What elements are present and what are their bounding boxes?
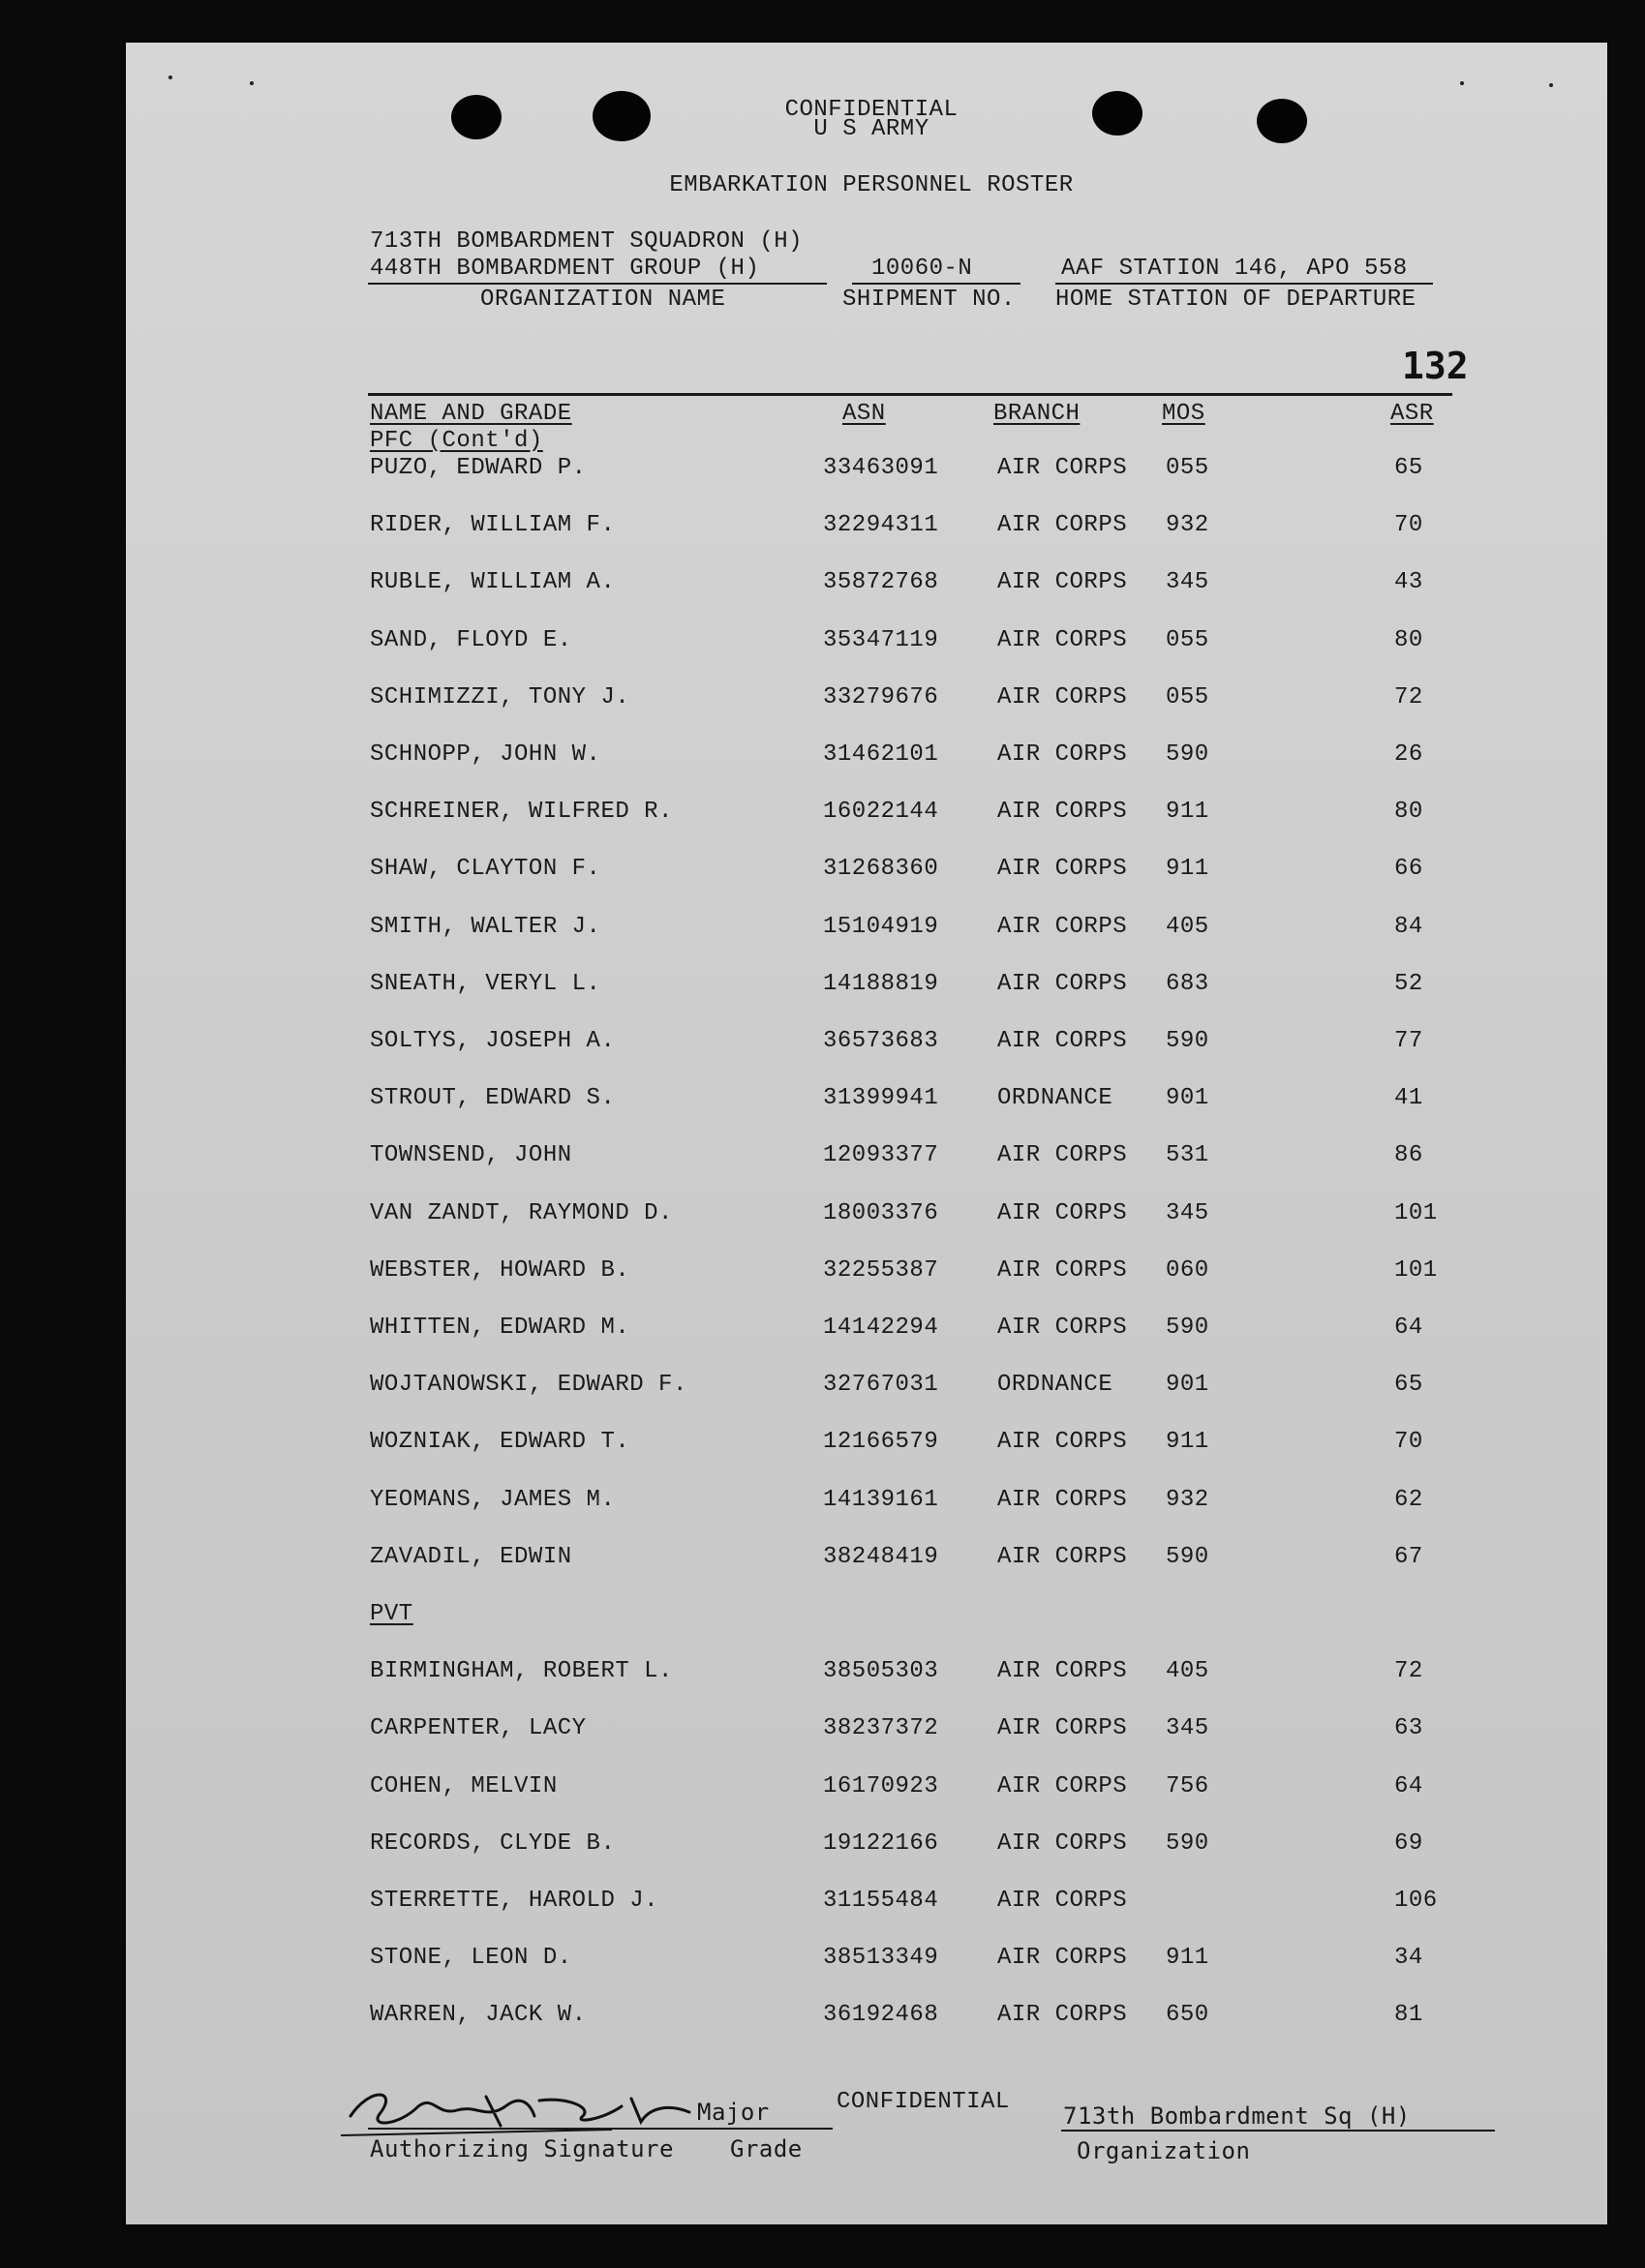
row-asr: 64 bbox=[1394, 1315, 1423, 1341]
speck bbox=[250, 81, 254, 85]
row-asn: 12093377 bbox=[823, 1142, 939, 1169]
row-mos: 055 bbox=[1166, 455, 1209, 481]
col-header-branch: BRANCH bbox=[993, 401, 1081, 427]
row-asn: 31268360 bbox=[823, 856, 939, 883]
row-name: RECORDS, CLYDE B. bbox=[370, 1830, 616, 1857]
home-station: AAF STATION 146, APO 558 bbox=[1061, 256, 1408, 282]
row-asn: 16022144 bbox=[823, 799, 939, 826]
row-name: SNEATH, VERYL L. bbox=[370, 970, 601, 997]
row-name: WHITTEN, EDWARD M. bbox=[370, 1315, 630, 1341]
row-mos: 932 bbox=[1166, 512, 1209, 539]
label-shipment-no: SHIPMENT NO. bbox=[842, 287, 1016, 313]
punch-hole bbox=[1257, 99, 1307, 143]
row-name: RUBLE, WILLIAM A. bbox=[370, 569, 616, 596]
row-asn: 32767031 bbox=[823, 1372, 939, 1399]
row-asn: 33279676 bbox=[823, 683, 939, 711]
row-name: STONE, LEON D. bbox=[370, 1945, 572, 1972]
col-header-name: NAME AND GRADE bbox=[370, 401, 572, 427]
row-asr: 43 bbox=[1394, 569, 1423, 596]
row-asr: 41 bbox=[1394, 1085, 1423, 1112]
row-asr: 26 bbox=[1394, 741, 1423, 768]
row-name: BIRMINGHAM, ROBERT L. bbox=[370, 1658, 673, 1685]
row-branch: AIR CORPS bbox=[997, 626, 1128, 653]
col-header-asn: ASN bbox=[842, 401, 886, 427]
row-name: YEOMANS, JAMES M. bbox=[370, 1486, 616, 1513]
row-name: COHEN, MELVIN bbox=[370, 1772, 558, 1799]
row-name: TOWNSEND, JOHN bbox=[370, 1142, 572, 1169]
row-name: RIDER, WILLIAM F. bbox=[370, 512, 616, 539]
row-mos: 911 bbox=[1166, 799, 1209, 826]
row-asn: 14142294 bbox=[823, 1315, 939, 1341]
row-branch: AIR CORPS bbox=[997, 1658, 1128, 1685]
row-branch: AIR CORPS bbox=[997, 856, 1128, 883]
row-mos: 060 bbox=[1166, 1256, 1209, 1284]
shipment-underline bbox=[852, 283, 1021, 285]
row-mos: 345 bbox=[1166, 569, 1209, 596]
row-mos: 405 bbox=[1166, 1658, 1209, 1685]
row-asr: 72 bbox=[1394, 683, 1423, 711]
row-name: STERRETTE, HAROLD J. bbox=[370, 1888, 659, 1914]
row-mos: 911 bbox=[1166, 1429, 1209, 1456]
row-branch: AIR CORPS bbox=[997, 970, 1128, 997]
row-branch: AIR CORPS bbox=[997, 569, 1128, 596]
row-name: SHAW, CLAYTON F. bbox=[370, 856, 601, 883]
col-header-mos: MOS bbox=[1162, 401, 1205, 427]
row-name: SAND, FLOYD E. bbox=[370, 626, 572, 653]
speck bbox=[168, 76, 172, 79]
label-organization-name: ORGANIZATION NAME bbox=[480, 287, 726, 313]
row-asn: 38513349 bbox=[823, 1945, 939, 1972]
row-mos: 590 bbox=[1166, 741, 1209, 768]
row-mos: 405 bbox=[1166, 913, 1209, 940]
document-title: EMBARKATION PERSONNEL ROSTER bbox=[669, 172, 1074, 198]
row-name: SMITH, WALTER J. bbox=[370, 913, 601, 940]
row-branch: AIR CORPS bbox=[997, 1945, 1128, 1972]
row-mos: 590 bbox=[1166, 1315, 1209, 1341]
row-mos: 531 bbox=[1166, 1142, 1209, 1169]
org-group: 448TH BOMBARDMENT GROUP (H) bbox=[370, 256, 760, 282]
shipment-no: 10060-N bbox=[871, 256, 973, 282]
row-name: WEBSTER, HOWARD B. bbox=[370, 1256, 630, 1284]
row-asr: 77 bbox=[1394, 1028, 1423, 1054]
row-asn: 31155484 bbox=[823, 1888, 939, 1914]
row-name: SCHREINER, WILFRED R. bbox=[370, 799, 673, 826]
row-asr: 34 bbox=[1394, 1945, 1423, 1972]
row-mos: 590 bbox=[1166, 1028, 1209, 1054]
row-asr: 69 bbox=[1394, 1830, 1423, 1857]
row-asr: 101 bbox=[1394, 1199, 1438, 1226]
row-asr: 81 bbox=[1394, 2002, 1423, 2029]
row-asn: 14139161 bbox=[823, 1486, 939, 1513]
row-asr: 84 bbox=[1394, 913, 1423, 940]
row-asn: 35347119 bbox=[823, 626, 939, 653]
row-asr: 65 bbox=[1394, 1372, 1423, 1399]
label-home-station: HOME STATION OF DEPARTURE bbox=[1055, 287, 1417, 313]
table-top-rule bbox=[368, 393, 1452, 396]
row-branch: AIR CORPS bbox=[997, 799, 1128, 826]
punch-hole bbox=[1092, 91, 1142, 136]
row-asr: 70 bbox=[1394, 512, 1423, 539]
row-asn: 36192468 bbox=[823, 2002, 939, 2029]
organization-line bbox=[1061, 2130, 1495, 2132]
row-mos: 756 bbox=[1166, 1772, 1209, 1799]
row-mos: 590 bbox=[1166, 1830, 1209, 1857]
row-branch: AIR CORPS bbox=[997, 1772, 1128, 1799]
row-asn: 18003376 bbox=[823, 1199, 939, 1226]
row-name: WOZNIAK, EDWARD T. bbox=[370, 1429, 630, 1456]
row-asn: 32255387 bbox=[823, 1256, 939, 1284]
row-asr: 72 bbox=[1394, 1658, 1423, 1685]
row-name: WOJTANOWSKI, EDWARD F. bbox=[370, 1372, 687, 1399]
row-asn: 35872768 bbox=[823, 569, 939, 596]
row-mos: 650 bbox=[1166, 2002, 1209, 2029]
row-asn: 33463091 bbox=[823, 455, 939, 481]
speck bbox=[1549, 83, 1553, 87]
row-branch: AIR CORPS bbox=[997, 455, 1128, 481]
row-asr: 63 bbox=[1394, 1715, 1423, 1742]
row-asn: 32294311 bbox=[823, 512, 939, 539]
row-asn: 38237372 bbox=[823, 1715, 939, 1742]
row-mos: 590 bbox=[1166, 1543, 1209, 1570]
row-name: SOLTYS, JOSEPH A. bbox=[370, 1028, 616, 1054]
row-branch: AIR CORPS bbox=[997, 1715, 1128, 1742]
station-underline bbox=[1055, 283, 1433, 285]
row-name: STROUT, EDWARD S. bbox=[370, 1085, 616, 1112]
col-header-asr: ASR bbox=[1390, 401, 1434, 427]
row-branch: AIR CORPS bbox=[997, 913, 1128, 940]
row-branch: AIR CORPS bbox=[997, 2002, 1128, 2029]
row-branch: AIR CORPS bbox=[997, 1028, 1128, 1054]
row-asr: 67 bbox=[1394, 1543, 1423, 1570]
org-underline bbox=[368, 283, 827, 285]
service-header: U S ARMY bbox=[813, 116, 929, 142]
row-asr: 80 bbox=[1394, 799, 1423, 826]
row-asn: 31399941 bbox=[823, 1085, 939, 1112]
row-asn: 16170923 bbox=[823, 1772, 939, 1799]
row-name: ZAVADIL, EDWIN bbox=[370, 1543, 572, 1570]
punch-hole bbox=[593, 91, 651, 141]
speck bbox=[1460, 81, 1464, 85]
row-asr: 65 bbox=[1394, 455, 1423, 481]
row-branch: AIR CORPS bbox=[997, 1199, 1128, 1226]
row-branch: AIR CORPS bbox=[997, 1142, 1128, 1169]
row-name: CARPENTER, LACY bbox=[370, 1715, 587, 1742]
row-asr: 80 bbox=[1394, 626, 1423, 653]
row-branch: AIR CORPS bbox=[997, 1543, 1128, 1570]
row-asr: 52 bbox=[1394, 970, 1423, 997]
row-asn: 36573683 bbox=[823, 1028, 939, 1054]
row-name: SCHNOPP, JOHN W. bbox=[370, 741, 601, 768]
row-mos: 055 bbox=[1166, 626, 1209, 653]
row-asn: 14188819 bbox=[823, 970, 939, 997]
page-number: 132 bbox=[1402, 345, 1469, 387]
row-mos: 901 bbox=[1166, 1372, 1209, 1399]
row-asr: 86 bbox=[1394, 1142, 1423, 1169]
label-authorizing-signature: Authorizing Signature bbox=[370, 2135, 674, 2162]
row-asn: 19122166 bbox=[823, 1830, 939, 1857]
footer-organization: 713th Bombardment Sq (H) bbox=[1063, 2102, 1411, 2130]
row-name: SCHIMIZZI, TONY J. bbox=[370, 683, 630, 711]
row-asn: 31462101 bbox=[823, 741, 939, 768]
row-asr: 70 bbox=[1394, 1429, 1423, 1456]
row-branch: AIR CORPS bbox=[997, 512, 1128, 539]
row-branch: AIR CORPS bbox=[997, 683, 1128, 711]
row-asr: 66 bbox=[1394, 856, 1423, 883]
row-branch: AIR CORPS bbox=[997, 1429, 1128, 1456]
row-mos: 345 bbox=[1166, 1715, 1209, 1742]
row-name: PUZO, EDWARD P. bbox=[370, 455, 587, 481]
row-branch: AIR CORPS bbox=[997, 1315, 1128, 1341]
row-branch: AIR CORPS bbox=[997, 1486, 1128, 1513]
label-organization: Organization bbox=[1077, 2137, 1251, 2164]
label-grade: Grade bbox=[730, 2135, 803, 2162]
row-mos: 683 bbox=[1166, 970, 1209, 997]
row-asr: 101 bbox=[1394, 1256, 1438, 1284]
row-asn: 15104919 bbox=[823, 913, 939, 940]
row-mos: 932 bbox=[1166, 1486, 1209, 1513]
row-asn: 38505303 bbox=[823, 1658, 939, 1685]
row-name: WARREN, JACK W. bbox=[370, 2002, 587, 2029]
row-branch: ORDNANCE bbox=[997, 1085, 1113, 1112]
roster-page bbox=[126, 43, 1607, 2224]
classification-header: CONFIDENTIAL bbox=[784, 97, 959, 123]
footer-classification: CONFIDENTIAL bbox=[837, 2089, 1010, 2115]
footer-grade: Major bbox=[697, 2099, 770, 2126]
row-mos: 055 bbox=[1166, 683, 1209, 711]
row-branch: AIR CORPS bbox=[997, 741, 1128, 768]
row-asr: 106 bbox=[1394, 1888, 1438, 1914]
row-asn: 38248419 bbox=[823, 1543, 939, 1570]
row-mos: 901 bbox=[1166, 1085, 1209, 1112]
org-squadron: 713TH BOMBARDMENT SQUADRON (H) bbox=[370, 228, 804, 255]
row-asr: 62 bbox=[1394, 1486, 1423, 1513]
row-branch: AIR CORPS bbox=[997, 1256, 1128, 1284]
signature-line bbox=[368, 2128, 833, 2130]
row-branch: AIR CORPS bbox=[997, 1830, 1128, 1857]
row-mos: 345 bbox=[1166, 1199, 1209, 1226]
grade-heading: PVT bbox=[370, 1601, 413, 1627]
grade-heading: PFC (Cont'd) bbox=[370, 428, 543, 454]
row-mos: 911 bbox=[1166, 1945, 1209, 1972]
row-branch: AIR CORPS bbox=[997, 1888, 1128, 1914]
row-asn: 12166579 bbox=[823, 1429, 939, 1456]
row-branch: ORDNANCE bbox=[997, 1372, 1113, 1399]
row-mos: 911 bbox=[1166, 856, 1209, 883]
row-name: VAN ZANDT, RAYMOND D. bbox=[370, 1199, 673, 1226]
row-asr: 64 bbox=[1394, 1772, 1423, 1799]
punch-hole bbox=[451, 95, 502, 139]
